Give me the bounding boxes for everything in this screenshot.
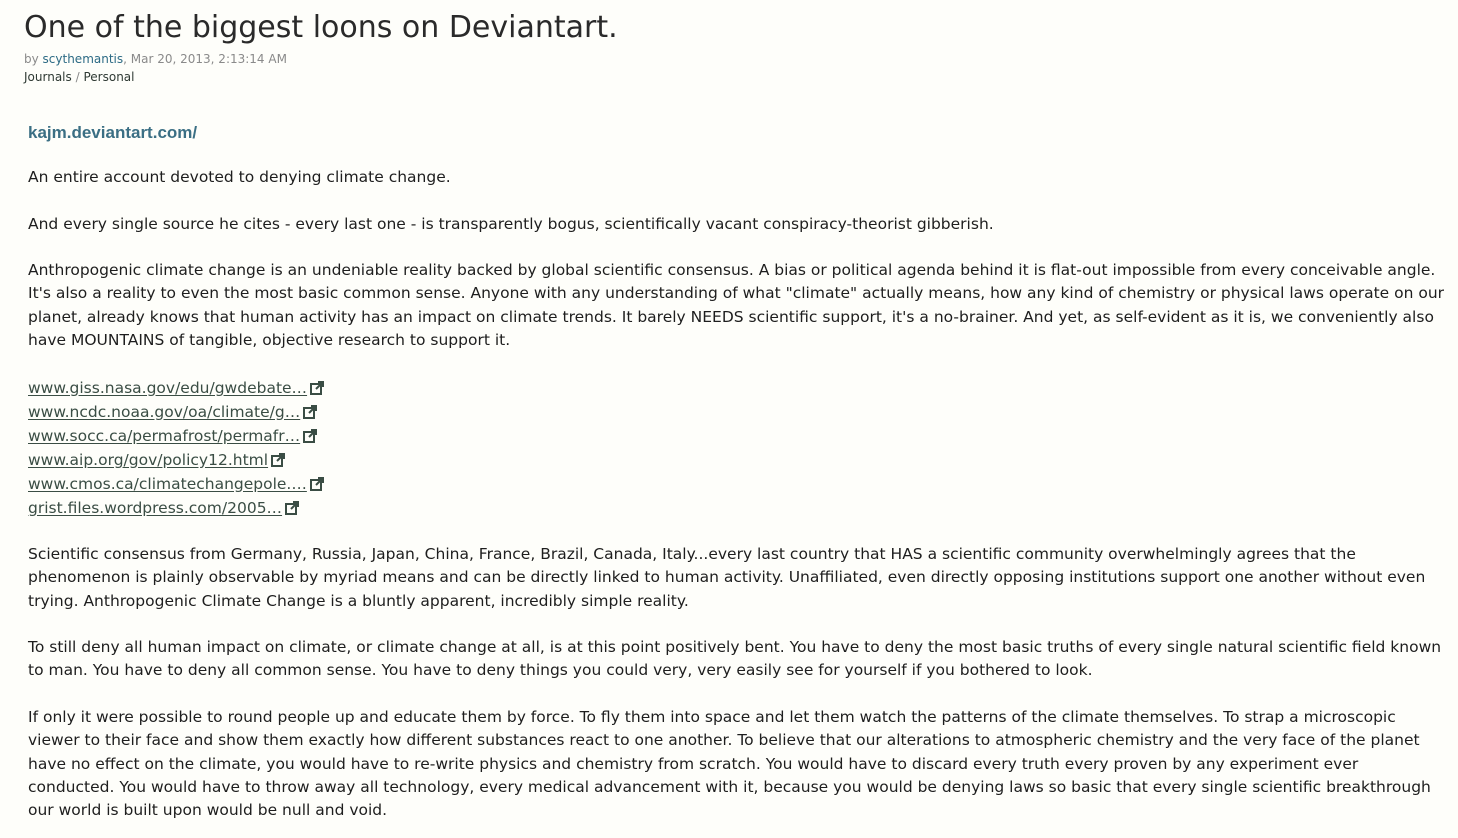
paragraph-4: Scientific consensus from Germany, Russia, Japan, China, France, Brazil, Canada, Italy...every last country that HAS a scientific community overwhelmingly agrees that the phenomenon is plainly observable by myriad means and can be directly linked to human activity. Unaffiliated, even directly opposing institutions support one another without even trying. Anthropogenic Climate Change is a bluntly apparent, incredibly simple reality. [28, 544, 1426, 610]
external-link-socc[interactable]: www.socc.ca/permafrost/permafr… [28, 426, 301, 445]
external-link-icon[interactable] [303, 426, 317, 450]
journal-date: Mar 20, 2013, 2:13:14 AM [130, 52, 287, 66]
external-links-list [28, 376, 1448, 520]
external-link-grist[interactable]: grist.files.wordpress.com/2005… [28, 498, 283, 517]
breadcrumb-personal[interactable]: Personal [83, 70, 135, 84]
paragraph-1: An entire account devoted to denying climate change. [28, 168, 451, 186]
breadcrumb [24, 68, 1434, 86]
external-link-aip[interactable]: www.aip.org/gov/policy12.html [28, 450, 269, 469]
paragraph-2: And every single source he cites - every last one - is transparently bogus, scientifically vacant conspiracy-theorist gibberish. [28, 214, 994, 233]
external-link-cmos[interactable]: www.cmos.ca/climatechangepole.… [28, 474, 307, 493]
by-prefix: by [24, 52, 39, 66]
list-item [28, 400, 1448, 424]
external-link-giss[interactable]: www.giss.nasa.gov/edu/gwdebate… [28, 378, 308, 397]
journal-header [24, 8, 1434, 86]
paragraph-3: Anthropogenic climate change is an undeniable reality backed by global scientific consensus. A bias or political agenda behind it is flat-out impossible from every conceivable angle. It's also a reality to even the most basic common sense. Anyone with any understanding of what "climate" actually means, how any kind of chemistry or physical laws operate on our planet, already knows that human activity has an impact on climate trends. It barely NEEDS scientific support, it's a no-brainer. And yet, as self-evident as it is, we conveniently also have MOUNTAINS of tangible, objective research to support it. [28, 261, 1445, 350]
list-item [28, 496, 1448, 520]
list-item [28, 376, 1448, 400]
external-link-icon[interactable] [310, 378, 324, 402]
journal-meta [24, 50, 1434, 68]
external-link-icon[interactable] [303, 402, 317, 426]
page-title: One of the biggest loons on Deviantart. [24, 10, 618, 45]
external-link-ncdc[interactable]: www.ncdc.noaa.gov/oa/climate/g… [28, 402, 301, 421]
list-item [28, 448, 1448, 472]
author-link[interactable]: scythemantis [42, 52, 124, 66]
profile-link[interactable]: kajm.deviantart.com/ [28, 123, 198, 142]
external-link-icon[interactable] [310, 474, 324, 498]
list-item [28, 472, 1448, 496]
list-item [28, 424, 1448, 448]
breadcrumb-journals[interactable]: Journals [24, 70, 72, 84]
journal-body [28, 120, 1448, 823]
external-link-icon[interactable] [285, 498, 299, 522]
meta-comma: , [123, 52, 131, 66]
paragraph-6: If only it were possible to round people up and educate them by force. To fly them into space and let them watch the patterns of the climate themselves. To strap a microscopic viewer to their face and show them exactly how different substances react to one another. To believe that our alterations to atmospheric chemistry and the very face of the planet have no effect on the climate, you would have to re-write physics and chemistry from scratch. You would have to discard every truth every proven by any experiment ever conducted. You would have to throw away all technology, every medical advancement with it, because you would be denying laws so basic that every single scientific breakthrough our world is built upon would be null and void. [28, 708, 1431, 820]
external-link-icon[interactable] [271, 450, 285, 474]
breadcrumb-separator: / [75, 70, 80, 84]
paragraph-5: To still deny all human impact on climate, or climate change at all, is at this point positively bent. You have to deny the most basic truths of every single natural scientific field known to man. You have to deny all common sense. You have to deny things you could very, very easily see for yourself if you bothered to look. [28, 638, 1442, 680]
